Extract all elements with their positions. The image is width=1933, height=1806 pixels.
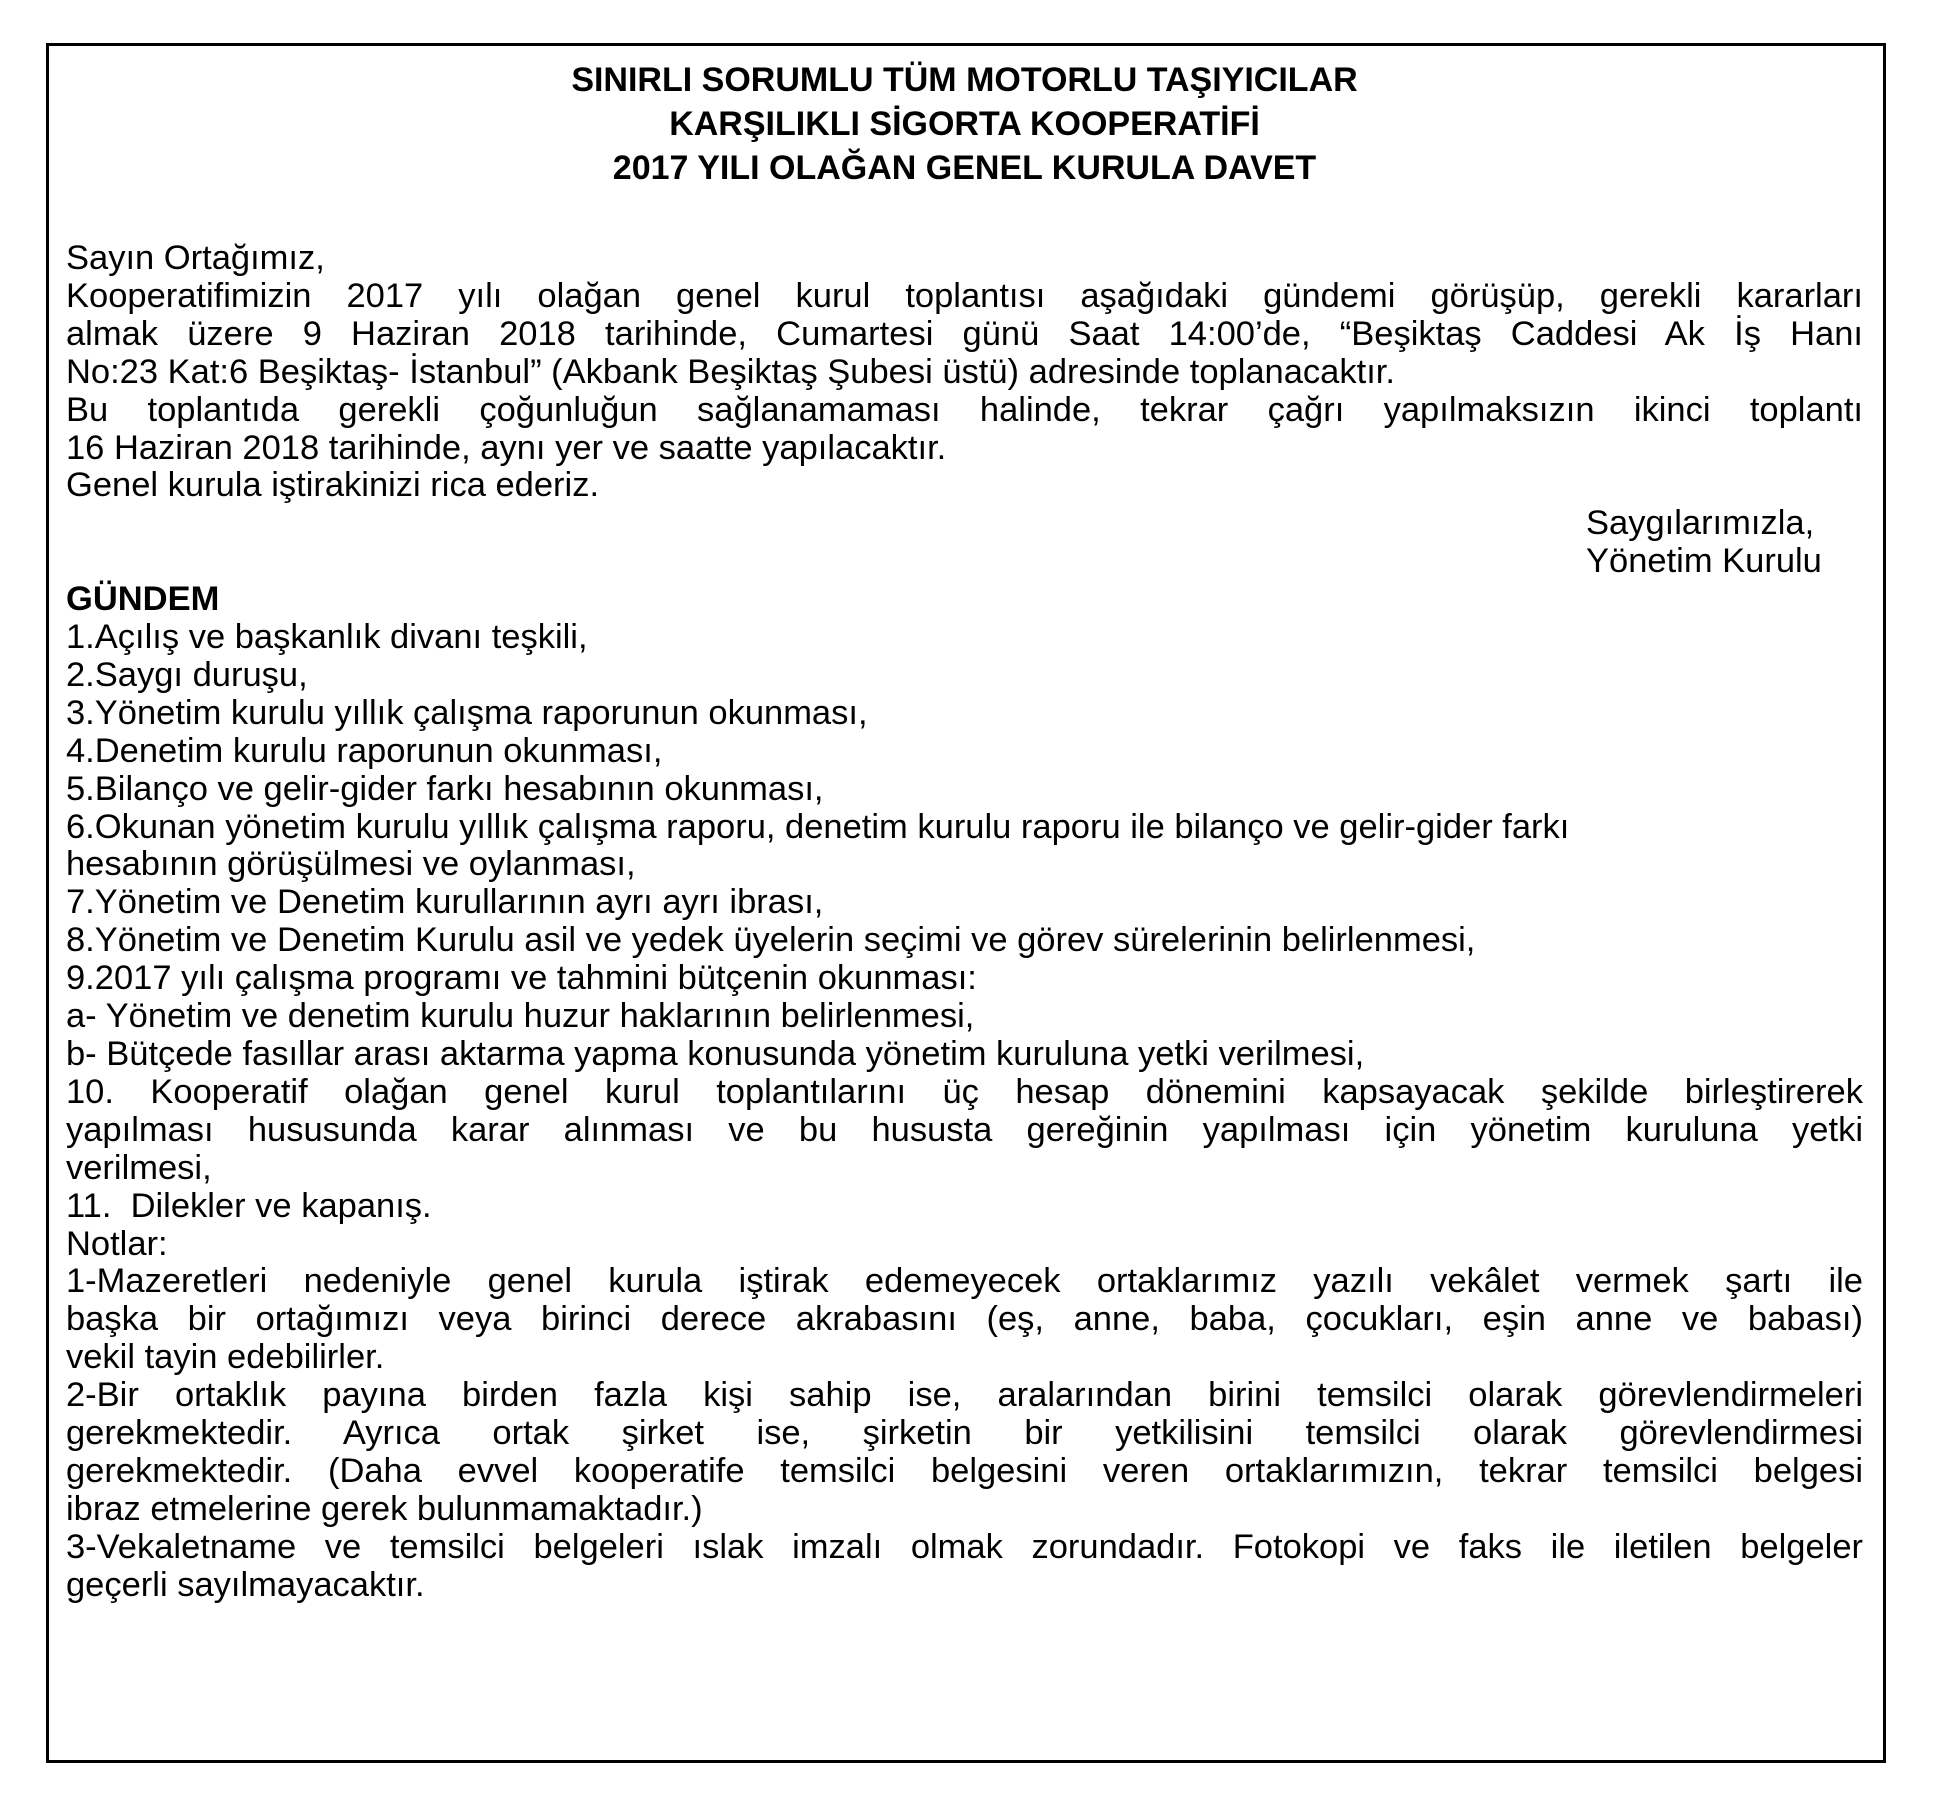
intro-paragraph-1-line: almak üzere 9 Haziran 2018 tarihinde, Cumartesi günü Saat 14:00’de, “Beşiktaş Caddesi Ak İş Hanı xyxy=(66,314,1863,353)
agenda-item: 3.Yönetim kurulu yıllık çalışma raporunun okunması, xyxy=(66,693,868,732)
greeting: Sayın Ortağımız, xyxy=(66,239,325,277)
agenda-item: 2.Saygı duruşu, xyxy=(66,655,308,694)
note-2-line: 2-Bir ortaklık payına birden fazla kişi sahip ise, aralarından birini temsilci olarak görevlendirmeleri xyxy=(66,1376,1863,1415)
note-3-line: 3-Vekaletname ve temsilci belgeleri ıslak imzalı olmak zorundadır. Fotokopi ve faks ile iletilen belgeler xyxy=(66,1527,1863,1566)
agenda-item: a- Yönetim ve denetim kurulu huzur haklarının belirlenmesi, xyxy=(66,997,975,1036)
agenda-item: 9.2017 yılı çalışma programı ve tahmini bütçenin okunması: xyxy=(66,959,977,998)
notes-heading: Notlar: xyxy=(66,1224,168,1263)
intro-paragraph-2-line: 16 Haziran 2018 tarihinde, aynı yer ve saatte yapılacaktır. xyxy=(66,428,947,467)
agenda-item: yapılması hususunda karar alınması ve bu hususta gereğinin yapılması için yönetim kuruluna yetki xyxy=(66,1110,1863,1149)
title-line-2: KARŞILIKLI SİGORTA KOOPERATİFİ xyxy=(669,105,1260,143)
announcement-body xyxy=(66,240,1863,1605)
announcement-frame xyxy=(46,43,1886,1763)
agenda-item: 10. Kooperatif olağan genel kurul toplantılarını üç hesap dönemini kapsayacak şekilde birleştirerek xyxy=(66,1072,1863,1111)
agenda-item: hesabının görüşülmesi ve oylanması, xyxy=(66,845,636,884)
agenda-item: verilmesi, xyxy=(66,1148,212,1187)
agenda-item: 8.Yönetim ve Denetim Kurulu asil ve yedek üyelerin seçimi ve görev sürelerinin belirlenmesi, xyxy=(66,921,1476,960)
agenda-item: 11. Dilekler ve kapanış. xyxy=(66,1186,432,1225)
title-line-1: SINIRLI SORUMLU TÜM MOTORLU TAŞIYICILAR xyxy=(571,61,1358,99)
signoff-regards: Saygılarımızla, xyxy=(1586,504,1815,543)
note-2-line: gerekmektedir. (Daha evvel kooperatife temsilci belgesini veren ortaklarımızın, tekrar temsilci belgesi xyxy=(66,1451,1863,1490)
agenda-item: 7.Yönetim ve Denetim kurullarının ayrı ayrı ibrası, xyxy=(66,883,824,922)
intro-paragraph-1-line: Kooperatifimizin 2017 yılı olağan genel kurul toplantısı aşağıdaki gündemi görüşüp, gerekli kararları xyxy=(66,276,1863,315)
agenda-item: b- Bütçede fasıllar arası aktarma yapma konusunda yönetim kuruluna yetki verilmesi, xyxy=(66,1035,1365,1074)
intro-paragraph-2-line: Bu toplantıda gerekli çoğunluğun sağlanamaması halinde, tekrar çağrı yapılmaksızın ikinci toplantı xyxy=(66,390,1863,429)
agenda-item: 6.Okunan yönetim kurulu yıllık çalışma raporu, denetim kurulu raporu ile bilanço ve gelir-gider farkı xyxy=(66,807,1570,846)
signoff-board: Yönetim Kurulu xyxy=(1586,542,1822,581)
note-3-line: geçerli sayılmayacaktır. xyxy=(66,1565,425,1604)
title-line-3: 2017 YILI OLAĞAN GENEL KURULA DAVET xyxy=(612,149,1317,187)
agenda-heading: GÜNDEM xyxy=(66,580,220,619)
agenda-item: 1.Açılış ve başkanlık divanı teşkili, xyxy=(66,618,588,657)
note-1-line: 1-Mazeretleri nedeniyle genel kurula iştirak edemeyecek ortaklarımız yazılı vekâlet vermek şartı ile xyxy=(66,1262,1863,1301)
note-1-line: başka bir ortağımızı veya birinci derece akrabasını (eş, anne, baba, çocukları, eşin anne ve babası) xyxy=(66,1300,1863,1339)
announcement-title xyxy=(66,58,1863,190)
agenda-item: 5.Bilanço ve gelir-gider farkı hesabının okunması, xyxy=(66,769,824,808)
note-2-line: ibraz etmelerine gerek bulunmamaktadır.) xyxy=(66,1489,703,1528)
agenda-item: 4.Denetim kurulu raporunun okunması, xyxy=(66,731,663,770)
note-1-line: vekil tayin edebilirler. xyxy=(66,1338,385,1377)
intro-paragraph-3: Genel kurula iştirakinizi rica ederiz. xyxy=(66,466,600,505)
note-2-line: gerekmektedir. Ayrıca ortak şirket ise, şirketin bir yetkilisini temsilci olarak görevlendirmesi xyxy=(66,1414,1863,1453)
intro-paragraph-1-line: No:23 Kat:6 Beşiktaş- İstanbul” (Akbank Beşiktaş Şubesi üstü) adresinde toplanacaktır. xyxy=(66,352,1395,391)
signoff-block xyxy=(66,505,1863,581)
